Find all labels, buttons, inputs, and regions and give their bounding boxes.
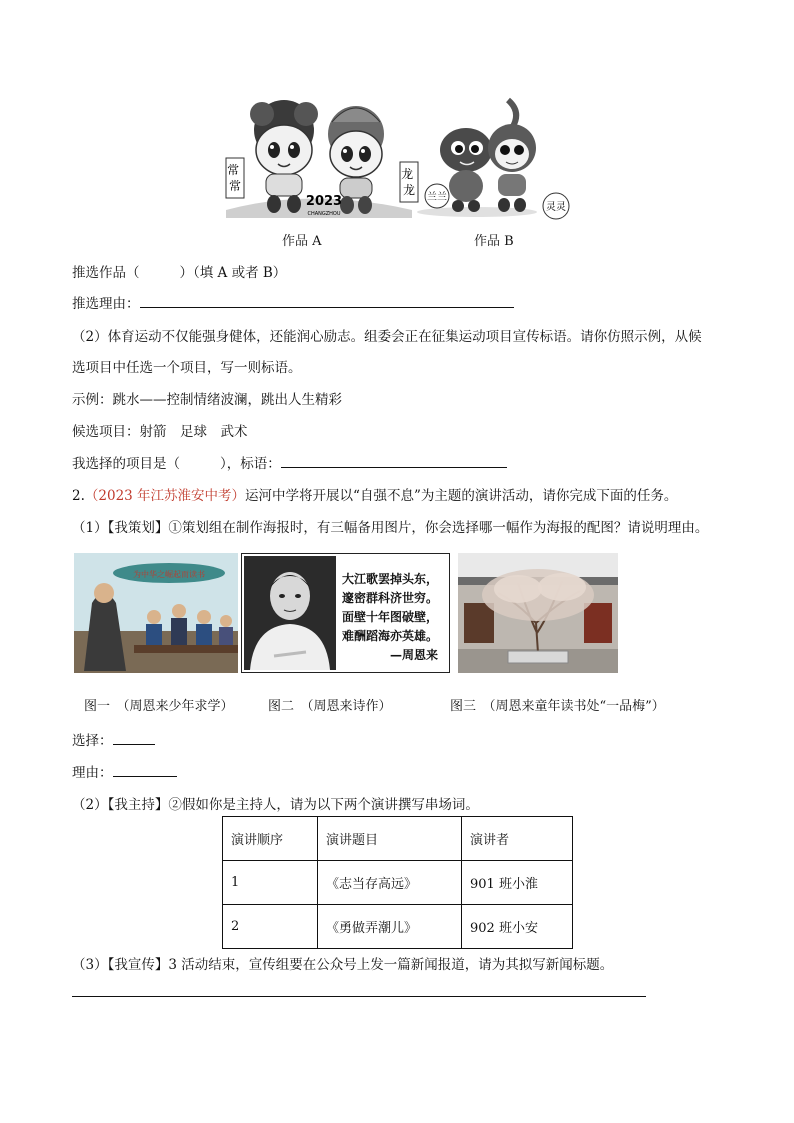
- table-cell: 1: [223, 861, 318, 905]
- q2-example: 示例：跳水——控制情绪波澜，跳出人生精彩: [72, 392, 342, 408]
- caption-work-a: 作品 A: [282, 234, 322, 249]
- q2-prompt-line2: 选项目中任选一个项目，写一则标语。: [72, 360, 302, 376]
- select-blank[interactable]: [113, 732, 155, 745]
- table-cell: 《勇做弄潮儿》: [318, 905, 462, 949]
- task2-part2: （2）【我主持】②假如你是主持人，请为以下两个演讲撰写串场词。: [72, 797, 479, 813]
- reason-blank[interactable]: [140, 295, 514, 308]
- speech-schedule-table: [222, 816, 573, 949]
- table-cell: 2: [223, 905, 318, 949]
- table-cell: 902 班小安: [462, 905, 573, 949]
- picture-1: [74, 553, 238, 673]
- table-header: 演讲顺序: [223, 817, 318, 861]
- reason2-blank[interactable]: [113, 764, 177, 777]
- reason2-line: 理由：: [72, 761, 177, 781]
- choose-work-line: 推选作品（ ）（填 A 或者 B）: [72, 265, 287, 281]
- poem-line-2: 邃密群科济世穷。: [342, 591, 439, 605]
- task2-heading: 2.（2023 年江苏淮安中考）运河中学将开展以“自强不息”为主题的演讲活动，请你完成下面的任务。: [72, 488, 678, 504]
- headline-answer-line[interactable]: [72, 996, 646, 997]
- reason-line: 推选理由：: [72, 292, 514, 312]
- poem-line-1: 大江歌罢掉头东，: [342, 572, 439, 586]
- caption-picture-2: 图二 （周恩来诗作）: [268, 699, 392, 714]
- poem-author: —周恩来: [390, 648, 439, 662]
- poem-block: [342, 570, 438, 665]
- table-cell: 901 班小淮: [462, 861, 573, 905]
- picture-2: [241, 553, 450, 673]
- table-header-row: [223, 817, 573, 861]
- task2-part3: （3）【我宣传】3 活动结束，宣传组要在公众号上发一篇新闻报道，请为其拟写新闻标题。: [72, 957, 614, 973]
- task2-part1: （1）【我策划】①策划组在制作海报时，有三幅备用图片，你会选择哪一幅作为海报的配图？请说明理由。: [72, 520, 709, 536]
- picture-3: [458, 553, 618, 673]
- mascot-a-city: CHANGZHOU: [307, 211, 341, 217]
- caption-work-b: 作品 B: [474, 234, 514, 249]
- poem-line-3: 面壁十年图破壁，: [342, 610, 439, 624]
- q2-answer-line: 我选择的项目是（ ），标语：: [72, 452, 507, 472]
- task2-source: （2023 年江苏淮安中考）: [84, 488, 246, 504]
- table-header: 演讲题目: [318, 817, 462, 861]
- caption-picture-1: 图一 （周恩来少年求学）: [84, 699, 234, 714]
- picture-1-banner: 为中华之崛起而读书: [133, 570, 205, 579]
- slogan-blank[interactable]: [281, 455, 507, 468]
- svg-text:常 常: 常 常: [227, 163, 242, 193]
- portrait-photo: [244, 556, 336, 670]
- mascot-illustration: [222, 92, 566, 222]
- table-row: [223, 861, 573, 905]
- table-row: [223, 905, 573, 949]
- q2-candidates: 候选项目：射箭 足球 武术: [72, 424, 248, 440]
- q2-prompt-line1: （2）体育运动不仅能强身健体，还能润心励志。组委会正在征集运动项目宣传标语。请你仿照示例，从候: [72, 329, 702, 345]
- svg-text:龙 龙: 龙 龙: [401, 167, 416, 197]
- caption-picture-3: 图三 （周恩来童年读书处“一品梅”）: [450, 699, 665, 714]
- table-header: 演讲者: [462, 817, 573, 861]
- mascot-b-label-left: 兰兰: [427, 192, 447, 203]
- mascot-a-year: 2023: [305, 194, 343, 209]
- poem-line-4: 难酬蹈海亦英雄。: [342, 629, 439, 643]
- table-cell: 《志当存高远》: [318, 861, 462, 905]
- select-line: 选择：: [72, 729, 155, 749]
- mascot-a-label-left-1: 常: [227, 163, 240, 177]
- mascot-b-label-right: 灵灵: [546, 202, 566, 213]
